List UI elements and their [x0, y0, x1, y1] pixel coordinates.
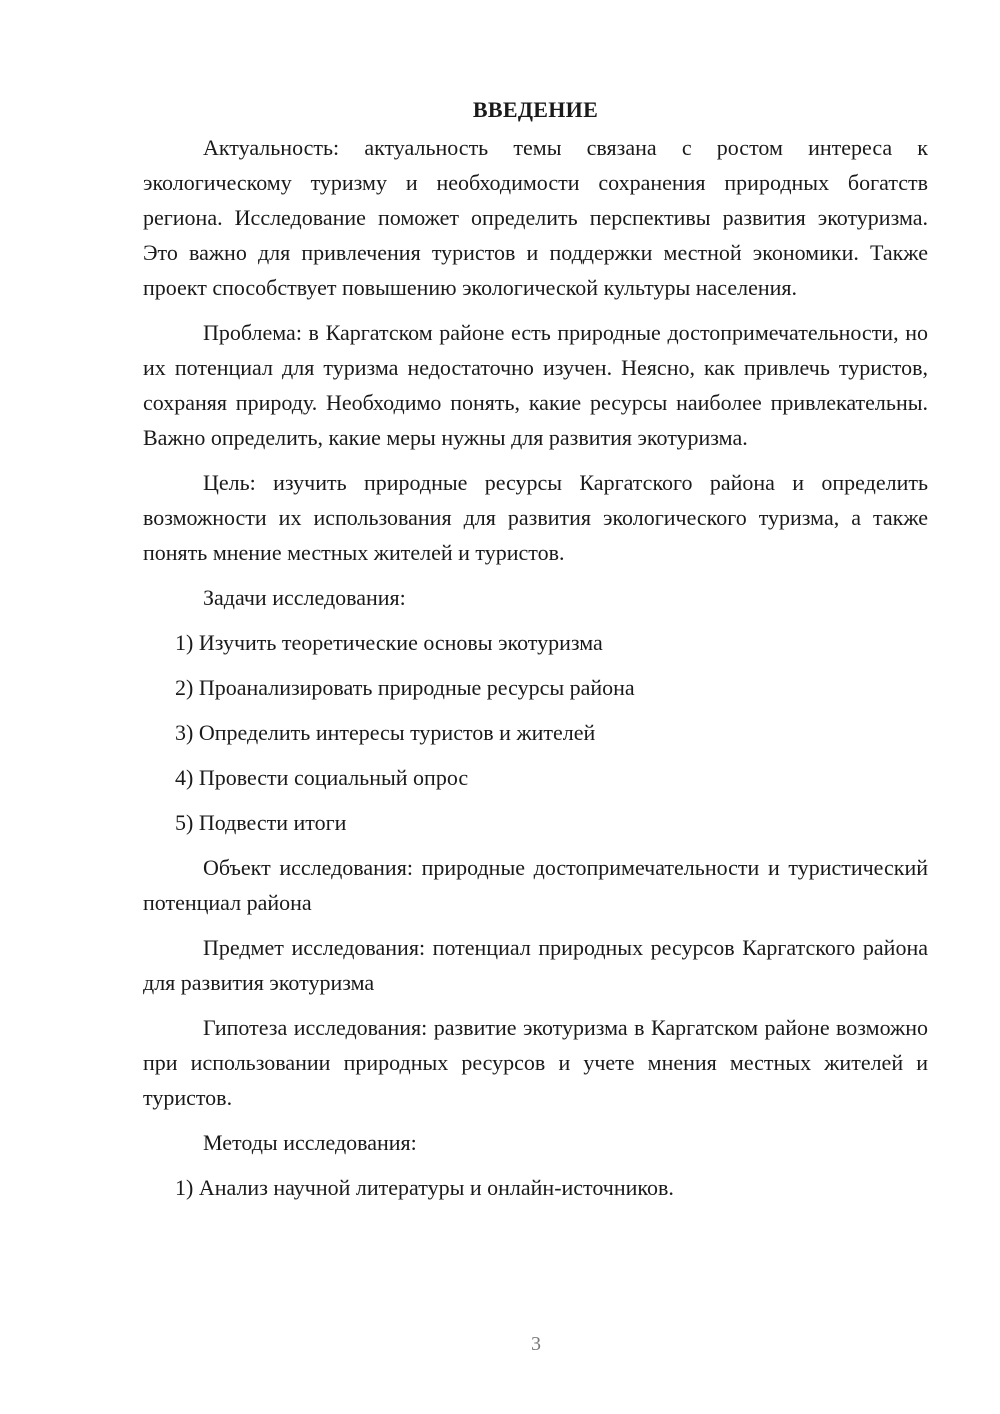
page-title: ВВЕДЕНИЕ — [472, 97, 599, 122]
list-item: 5) Подвести итоги — [175, 810, 347, 835]
document-page — [143, 92, 928, 1215]
object-paragraph: Объект исследования: природные достопримечательности и туристический потенциал района — [143, 855, 928, 915]
list-item: 2) Проанализировать природные ресурсы района — [175, 675, 635, 700]
goal-paragraph: Цель: изучить природные ресурсы Каргатского района и определить возможности их использования для развития экологического туризма, а также понять мнение местных жителей и туристов. — [143, 470, 928, 565]
relevance-paragraph: Актуальность: актуальность темы связана с ростом интереса к экологическому туризму и необходимости сохранения природных богатств региона. Исследование поможет определить перспективы развития экотуризма. Это важно для привлечения туристов и поддержки местной экономики. Также проект способствует повышению экологической культуры населения. — [143, 135, 928, 300]
methods-label: Методы исследования: — [203, 1130, 417, 1155]
problem-paragraph: Проблема: в Каргатском районе есть природные достопримечательности, но их потенциал для туризма недостаточно изучен. Неясно, как привлечь туристов, сохраняя природу. Необходимо понять, какие ресурсы наиболее привлекательны. Важно определить, какие меры нужны для развития экотуризма. — [143, 320, 928, 450]
page-number: 3 — [531, 1333, 541, 1355]
hypothesis-paragraph: Гипотеза исследования: развитие экотуризма в Каргатском районе возможно при использовании природных ресурсов и учете мнения местных жителей и туристов. — [143, 1015, 928, 1110]
tasks-label: Задачи исследования: — [203, 585, 406, 610]
tasks-list — [143, 625, 928, 840]
list-item: 1) Изучить теоретические основы экотуризма — [175, 630, 603, 655]
subject-paragraph: Предмет исследования: потенциал природных ресурсов Каргатского района для развития экотуризма — [143, 935, 928, 995]
list-item: 4) Провести социальный опрос — [175, 765, 469, 790]
list-item: 1) Анализ научной литературы и онлайн-источников. — [175, 1175, 674, 1200]
list-item: 3) Определить интересы туристов и жителей — [175, 720, 596, 745]
methods-list — [143, 1170, 928, 1205]
